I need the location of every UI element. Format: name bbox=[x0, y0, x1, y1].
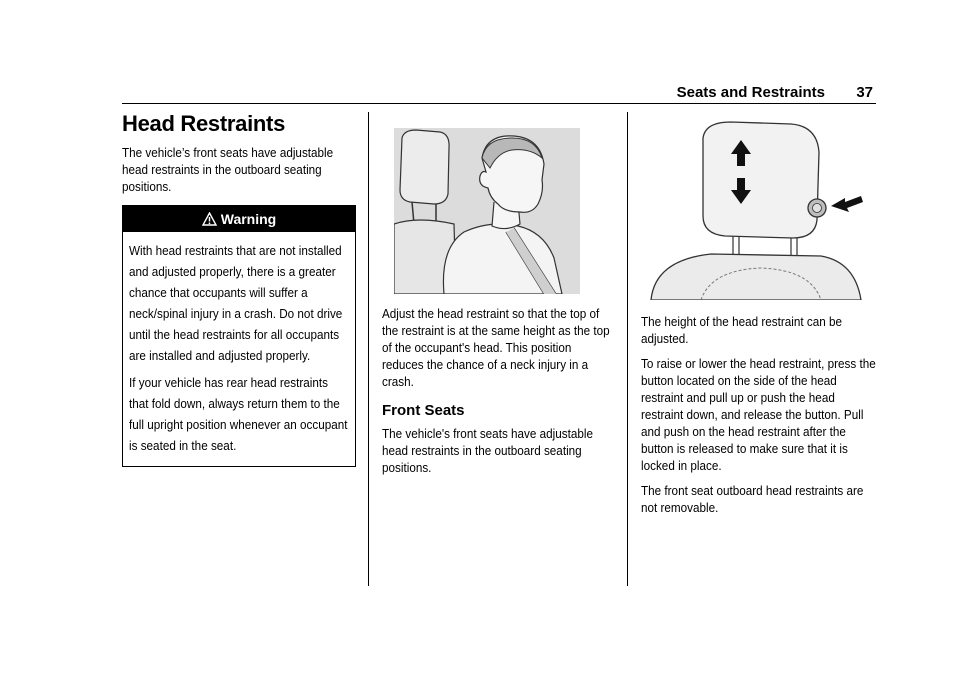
raise-lower-paragraph: To raise or lower the head restraint, press the button located on the side of the head restraint and pull up or push the head restraint down, and release the button. Pull and push on the head restraint after the button is released to make sure that it is locked in place. bbox=[641, 356, 876, 473]
head-restraint-button-illustration bbox=[641, 120, 867, 300]
warning-text-1: With head restraints that are not installed and adjusted properly, there is a greater chance that occupants will suffer a neck/spinal injury in a crash. Do not drive until the head restraints for all occupants are installed and adjusted properly. bbox=[129, 243, 343, 364]
front-seats-paragraph: The vehicle's front seats have adjustable head restraints in the outboard seating positions. bbox=[382, 426, 594, 475]
warning-triangle-icon bbox=[202, 212, 217, 226]
column-3 bbox=[641, 120, 877, 524]
section-title: Seats and Restraints bbox=[676, 84, 825, 101]
column-divider-2 bbox=[627, 112, 628, 586]
warning-text-2: If your vehicle has rear head restraints that fold down, always return them to the full upright position whenever an occupant is seated in the seat. bbox=[129, 375, 348, 454]
removable-paragraph: The front seat outboard head restraints are not removable. bbox=[641, 483, 864, 515]
column-1 bbox=[122, 112, 356, 467]
front-seats-heading: Front Seats bbox=[382, 402, 465, 419]
column-divider-1 bbox=[368, 112, 369, 586]
warning-header bbox=[123, 206, 355, 232]
height-paragraph: The height of the head restraint can be adjusted. bbox=[641, 314, 842, 346]
header-rule bbox=[122, 103, 876, 104]
warning-label: Warning bbox=[220, 211, 277, 228]
adjust-paragraph: Adjust the head restraint so that the top of the restraint is at the same height as the top of the occupant's head. This position reduces the chance of a neck injury in a crash. bbox=[382, 306, 610, 389]
running-header bbox=[600, 84, 875, 104]
column-2 bbox=[382, 120, 614, 484]
occupant-head-restraint-illustration bbox=[394, 128, 580, 294]
warning-box bbox=[122, 205, 356, 467]
intro-paragraph: The vehicle’s front seats have adjustable head restraints in the outboard seating positions. bbox=[122, 145, 334, 195]
warning-body bbox=[123, 232, 355, 466]
page-title: Head Restraints bbox=[122, 111, 286, 136]
page-number: 37 bbox=[856, 84, 873, 101]
